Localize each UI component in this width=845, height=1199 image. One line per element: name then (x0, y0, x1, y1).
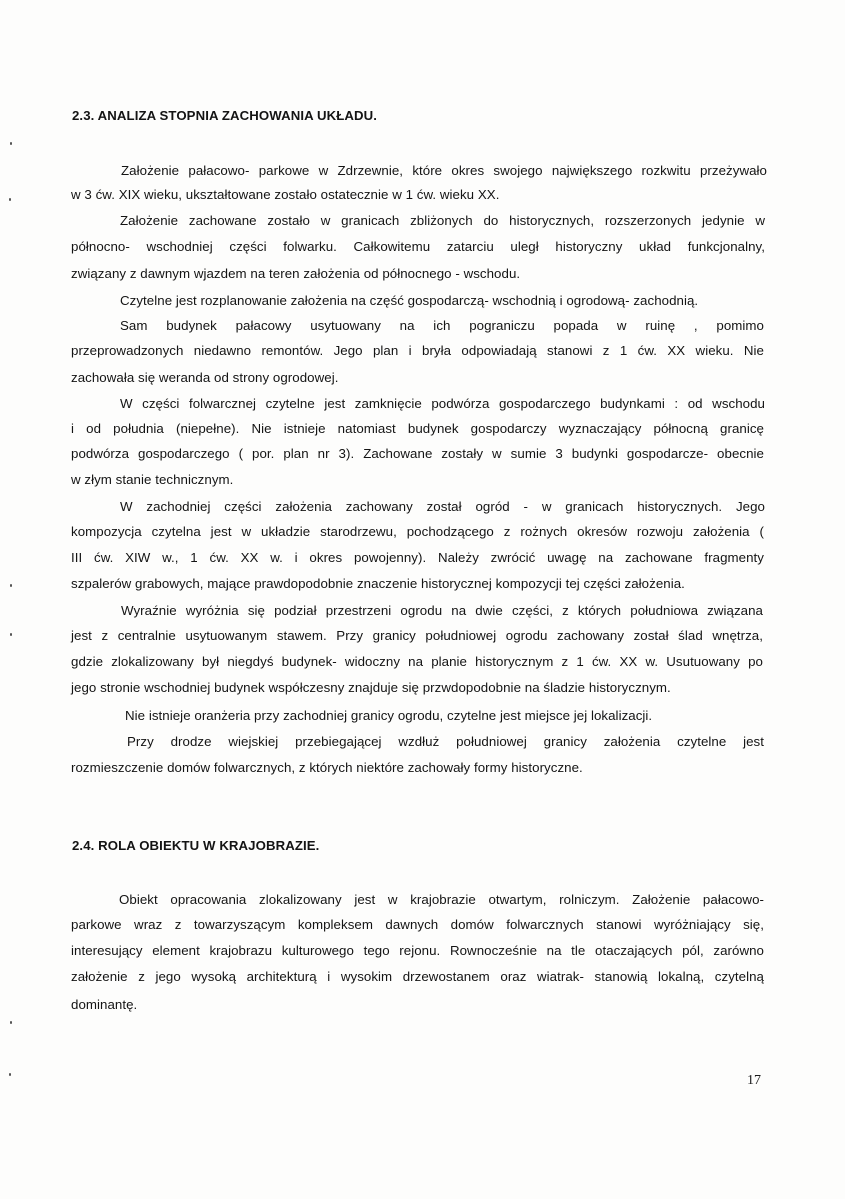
page-number: 17 (747, 1073, 761, 1088)
paragraph-line: jego stronie wschodniej budynek współczesny znajduje się przwdopodobnie na śladzie historycznym. (71, 680, 671, 695)
paragraph-line: parkowe wraz z towarzyszącym kompleksem dawnych domów folwarcznych stanowi wyróżniający się, (71, 917, 764, 932)
paragraph-line: Założenie pałacowo- parkowe w Zdrzewnie, które okres swojego największego rozkwitu przeżywało (121, 163, 767, 178)
paragraph-line: Sam budynek pałacowy usytuowany na ich pograniczu popada w ruinę , pomimo (120, 318, 764, 333)
paragraph-line: Wyraźnie wyróżnia się podział przestrzeni ogrodu na dwie części, z których południowa związana (121, 603, 763, 618)
paragraph-line: północno- wschodniej części folwarku. Całkowitemu zatarciu uległ historyczny układ funkcjonalny, (71, 239, 765, 254)
paragraph-line: W zachodniej części założenia zachowany został ogród - w granicach historycznych. Jego (120, 499, 765, 514)
paragraph-line: założenie z jego wysoką architekturą i wysokim drzewostanem oraz wiatrak- stanowią lokalną, czytelną (71, 969, 764, 984)
scan-speck (10, 1021, 12, 1024)
paragraph-line: W części folwarcznej czytelne jest zamknięcie podwórza gospodarczego budynkami : od wschodu (120, 396, 765, 411)
scan-speck (9, 1073, 11, 1076)
paragraph-line: podwórza gospodarczego ( por. plan nr 3). Zachowane zostały w sumie 3 budynki gospodarcze- obecnie (71, 446, 764, 461)
scan-speck (10, 633, 12, 636)
paragraph-line: Nie istnieje oranżeria przy zachodniej granicy ogrodu, czytelne jest miejsce jej lokalizacji. (125, 708, 653, 723)
paragraph-line: szpalerów grabowych, mające prawdopodobnie znaczenie historycznej kompozycji tej części założenia. (71, 576, 685, 591)
paragraph-line: kompozycja czytelna jest w układzie starodrzewu, pochodzącego z rożnych okresów rozwoju założenia ( (71, 524, 764, 539)
scan-speck (10, 142, 12, 145)
paragraph-line: zachowała się weranda od strony ogrodowej. (71, 370, 339, 385)
paragraph-line: przeprowadzonych niedawno remontów. Jego plan i bryła odpowiadają stanowi z 1 ćw. XX wieku. Nie (71, 343, 764, 358)
paragraph-line: Założenie zachowane zostało w granicach zbliżonych do historycznych, rozszerzonych jedynie w (120, 213, 765, 228)
paragraph-line: interesujący element krajobrazu kulturowego tego rejonu. Rownocześnie na tle otaczających pól, zarówno (71, 943, 764, 958)
paragraph-line: Czytelne jest rozplanowanie założenia na część gospodarczą- wschodnią i ogrodową- zachodnią. (120, 293, 699, 308)
paragraph-line: związany z dawnym wjazdem na teren założenia od północnego - wschodu. (71, 266, 521, 281)
paragraph-line: Obiekt opracowania zlokalizowany jest w krajobrazie otwartym, rolniczym. Założenie pałacowo- (119, 892, 764, 907)
paragraph-line: gdzie zlokalizowany był niegdyś budynek- widoczny na planie historycznym z 1 ćw. XX w. Usutuowany po (71, 654, 763, 669)
paragraph-line: jest z centralnie usytuowanym stawem. Przy granicy południowej ogrodu zachowany został ślad wnętrza, (71, 628, 763, 643)
scan-speck (9, 198, 11, 201)
paragraph-line: w złym stanie technicznym. (71, 472, 234, 487)
paragraph-line: w 3 ćw. XIX wieku, ukształtowane zostało ostatecznie w 1 ćw. wieku XX. (71, 187, 500, 202)
scan-speck (10, 584, 12, 587)
section-heading-2-3: 2.3. ANALIZA STOPNIA ZACHOWANIA UKŁADU. (72, 108, 378, 123)
paragraph-line: Przy drodze wiejskiej przebiegającej wzdłuż południowej granicy założenia czytelne jest (127, 734, 764, 749)
paragraph-line: i od południa (niepełne). Nie istnieje natomiast budynek gospodarczy wyznaczający północną granicę (71, 421, 764, 436)
paragraph-line: III ćw. XIW w., 1 ćw. XX w. i okres powojenny). Należy zwrócić uwagę na zachowane fragmenty (71, 550, 764, 565)
paragraph-line: rozmieszczenie domów folwarcznych, z których niektóre zachowały formy historyczne. (71, 760, 583, 775)
section-heading-2-4: 2.4. ROLA OBIEKTU W KRAJOBRAZIE. (72, 838, 320, 853)
paragraph-line: dominantę. (71, 997, 138, 1012)
